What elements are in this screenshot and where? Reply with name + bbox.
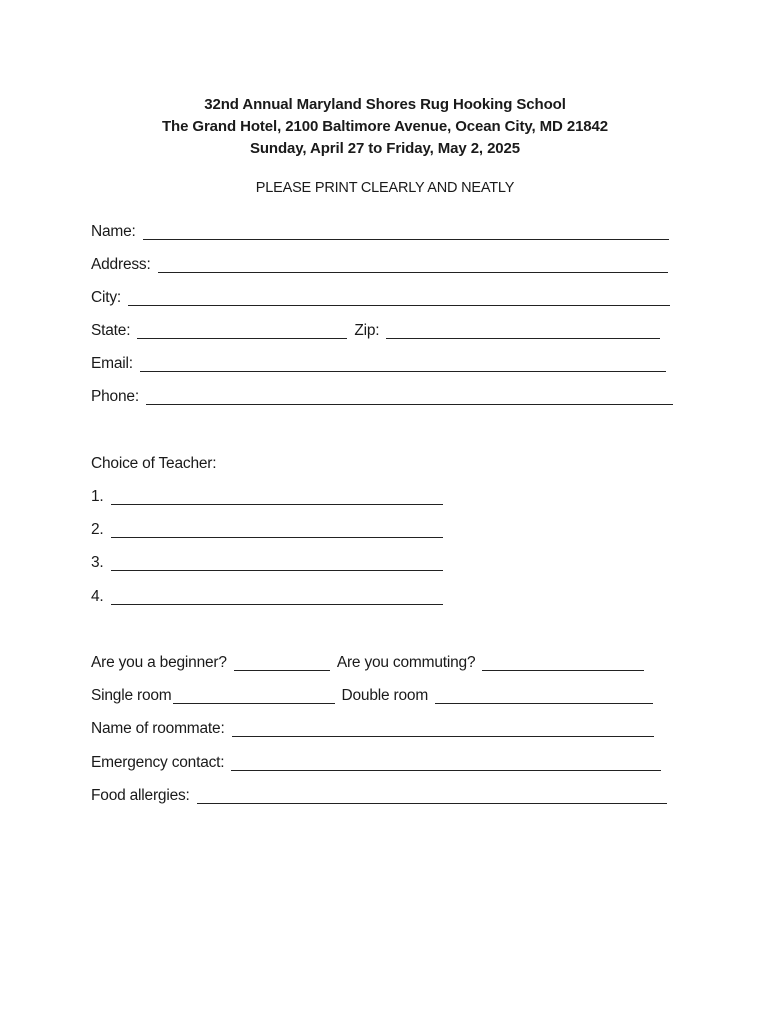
state-zip-row bbox=[91, 321, 660, 341]
event-dates: Sunday, April 27 to Friday, May 2, 2025 bbox=[249, 140, 521, 157]
address-field[interactable] bbox=[158, 258, 668, 273]
form-header bbox=[0, 94, 770, 160]
teacher-choice-4-row bbox=[91, 587, 443, 607]
phone-field[interactable] bbox=[146, 390, 673, 405]
commuting-label: Are you commuting? bbox=[336, 654, 476, 671]
teacher-choice-3-row bbox=[91, 553, 443, 573]
beginner-field[interactable] bbox=[234, 656, 330, 671]
beginner-label: Are you a beginner? bbox=[91, 654, 227, 671]
teacher-choice-3-number: 3. bbox=[91, 554, 104, 571]
teacher-choice-1-field[interactable] bbox=[111, 490, 443, 505]
city-label: City: bbox=[91, 289, 122, 306]
teacher-choice-2-number: 2. bbox=[91, 521, 104, 538]
teacher-heading-row bbox=[91, 454, 216, 474]
state-field[interactable] bbox=[137, 324, 347, 339]
teacher-choice-2-field[interactable] bbox=[111, 523, 443, 538]
name-label: Name: bbox=[91, 223, 136, 240]
state-label: State: bbox=[91, 322, 131, 339]
roommate-row bbox=[91, 719, 654, 739]
commuting-field[interactable] bbox=[482, 656, 644, 671]
food-allergies-field[interactable] bbox=[197, 789, 667, 804]
food-allergies-row bbox=[91, 786, 667, 806]
emergency-contact-label: Emergency contact: bbox=[91, 754, 225, 771]
food-allergies-label: Food allergies: bbox=[91, 787, 190, 804]
roommate-label: Name of roommate: bbox=[91, 720, 225, 737]
email-row bbox=[91, 354, 666, 374]
address-row bbox=[91, 255, 668, 275]
city-row bbox=[91, 288, 670, 308]
event-venue: The Grand Hotel, 2100 Baltimore Avenue, Ocean City, MD 21842 bbox=[161, 118, 609, 135]
phone-row bbox=[91, 387, 673, 407]
emergency-contact-row bbox=[91, 753, 661, 773]
teacher-choice-3-field[interactable] bbox=[111, 556, 443, 571]
email-field[interactable] bbox=[140, 357, 666, 372]
city-field[interactable] bbox=[128, 291, 670, 306]
emergency-contact-field[interactable] bbox=[231, 756, 661, 771]
double-room-field[interactable] bbox=[435, 689, 653, 704]
single-room-field[interactable] bbox=[173, 689, 335, 704]
teacher-choice-4-field[interactable] bbox=[111, 590, 443, 605]
phone-label: Phone: bbox=[91, 388, 139, 405]
teacher-heading: Choice of Teacher: bbox=[91, 455, 217, 472]
email-label: Email: bbox=[91, 355, 133, 372]
address-label: Address: bbox=[91, 256, 151, 273]
teacher-choice-2-row bbox=[91, 520, 443, 540]
zip-field[interactable] bbox=[386, 324, 660, 339]
teacher-choice-4-number: 4. bbox=[91, 588, 104, 605]
name-field[interactable] bbox=[143, 225, 669, 240]
teacher-choice-1-number: 1. bbox=[91, 488, 104, 505]
teacher-choice-1-row bbox=[91, 487, 443, 507]
print-instruction: PLEASE PRINT CLEARLY AND NEATLY bbox=[255, 180, 515, 196]
zip-label: Zip: bbox=[354, 322, 380, 339]
room-type-row bbox=[91, 686, 653, 706]
beginner-commuting-row bbox=[91, 653, 644, 673]
roommate-field[interactable] bbox=[232, 722, 654, 737]
name-row bbox=[91, 222, 669, 242]
double-room-label: Double room bbox=[341, 687, 429, 704]
single-room-label: Single room bbox=[91, 687, 172, 704]
event-title: 32nd Annual Maryland Shores Rug Hooking School bbox=[204, 96, 566, 113]
